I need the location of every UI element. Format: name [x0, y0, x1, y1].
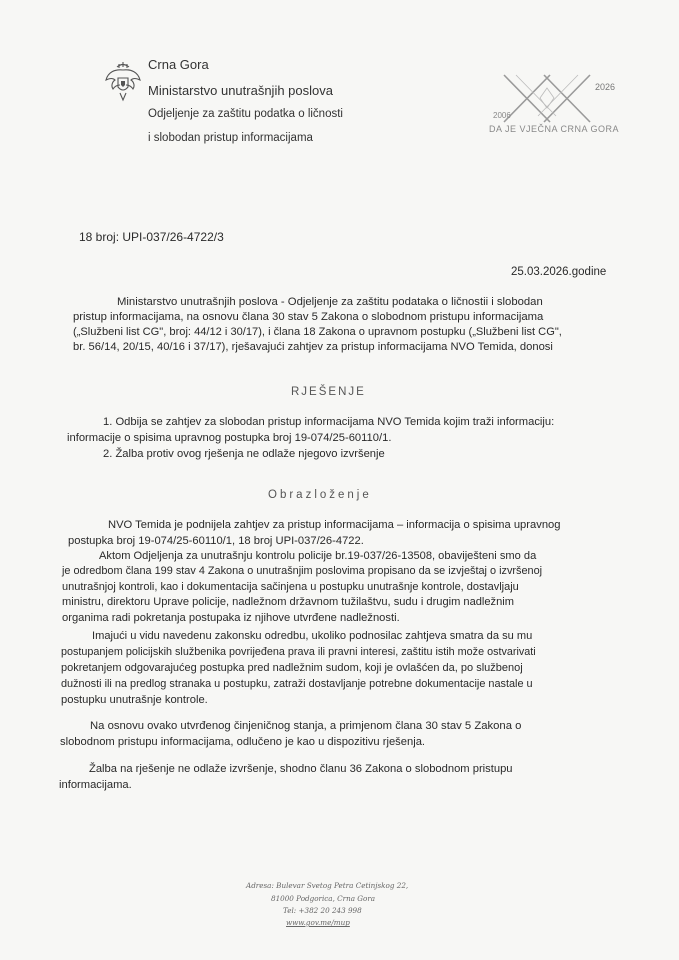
decision-title: RJEŠENJE — [291, 386, 366, 398]
decision-line: informacije o spisima upravnog postupka broj 19-074/25-60110/1. — [67, 432, 392, 444]
reasoning-line: postupku unutrašnje kontrole. — [61, 694, 208, 706]
intro-line: („Službeni list CG", broj: 44/12 i 30/17), i člana 18 Zakona o upravnom postupku („Službeni list CG", — [73, 326, 562, 338]
reasoning-line: organima radi pokretanja postupaka iz njihove utvrđene nadležnosti. — [62, 612, 400, 624]
org-ministry: Ministarstvo unutrašnjih poslova — [148, 83, 333, 98]
reasoning-line: pokretanjem odgovarajućeg postupka pred nadležnim sudom, koji je ovlašćen da, po službenoj — [61, 662, 523, 674]
org-department-line2: i slobodan pristup informacijama — [148, 132, 313, 144]
reasoning-line: Imajući u vidu navedenu zakonsku odredbu, ukoliko podnosilac zahtjeva smatra da su mu — [92, 630, 533, 642]
coat-of-arms-icon — [103, 60, 143, 104]
intro-line: pristup informacijama, na osnovu člana 30 stav 5 Zakona o slobodnom pristupu informacijama — [73, 311, 544, 323]
reasoning-line: Na osnovu ovako utvrđenog činjeničnog stanja, a primjenom člana 30 stav 5 Zakona o — [90, 720, 522, 732]
jubilee-year-start: 2006 — [493, 111, 511, 120]
reasoning-line: postupanjem policijskih službenika povrijeđena prava ili pravni interesi, zaštitu istih može ostvarivati — [61, 646, 536, 658]
reference-number: 18 broj: UPI-037/26-4722/3 — [79, 230, 224, 244]
reasoning-line: slobodnom pristupu informacijama, odlučeno je kao u dispozitivu rješenja. — [60, 736, 426, 748]
reasoning-line: NVO Temida je podnijela zahtjev za pristup informacijama – informacija o spisima upravnog — [108, 519, 561, 531]
org-department-line1: Odjeljenje za zaštitu podatka o ličnosti — [148, 108, 343, 120]
jubilee-year-end: 2026 — [595, 82, 616, 92]
document-date: 25.03.2026.godine — [511, 266, 607, 278]
footer-city: 81000 Podgorica, Crna Gora — [271, 894, 376, 903]
org-country: Crna Gora — [148, 57, 209, 72]
intro-line: Ministarstvo unutrašnjih poslova - Odjeljenje za zaštitu podataka o ličnostii i slobodan — [117, 296, 543, 308]
reasoning-line: ministru, direktoru Uprave policije, nadležnom državnom tužilaštvu, sudu i drugim nadležnim — [62, 596, 514, 608]
reasoning-line: je odredbom člana 199 stav 4 Zakona o unutrašnjim poslovima propisano da se izvještaj o izvršenoj — [62, 565, 543, 577]
footer-address: Adresa: Bulevar Svetog Petra Cetinjskog 22, — [246, 881, 409, 890]
decision-line: 2. Žalba protiv ovog rješenja ne odlaže njegovo izvršenje — [103, 448, 385, 460]
reasoning-line: Žalba na rješenje ne odlaže izvršenje, shodno članu 36 Zakona o slobodnom pristupu — [89, 763, 513, 775]
footer-phone: Tel: +382 20 243 998 — [283, 906, 362, 915]
intro-line: br. 56/14, 20/15, 40/16 i 37/17), rješavajući zahtjev za pristup informacijama NVO Temida, donosi — [73, 341, 553, 353]
reasoning-line: postupka broj 19-074/25-60110/1, 18 broj UPI-037/26-4722. — [68, 535, 364, 547]
reasoning-title: Obrazloženje — [268, 489, 372, 501]
reasoning-line: Aktom Odjeljenja za unutrašnju kontrolu policije br.19-037/26-13508, obaviješteni smo da — [99, 550, 537, 562]
reasoning-line: informacijama. — [59, 779, 132, 791]
reasoning-line: unutrašnjoj kontroli, kao i dokumentacija sačinjena u postupku unutrašnje kontrole, dostavljaju — [62, 581, 519, 593]
jubilee-slogan: DA JE VJEČNA CRNA GORA — [489, 124, 620, 134]
decision-line: 1. Odbija se zahtjev za slobodan pristup informacijama NVO Temida kojim traži informaciju: — [103, 416, 555, 428]
footer-website[interactable]: www.gov.me/mup — [286, 918, 350, 927]
reasoning-line: dužnosti ili na predlog stranaka u postupku, zatraži dostavljanje potrebne dokumentacije nastale u — [61, 678, 533, 690]
